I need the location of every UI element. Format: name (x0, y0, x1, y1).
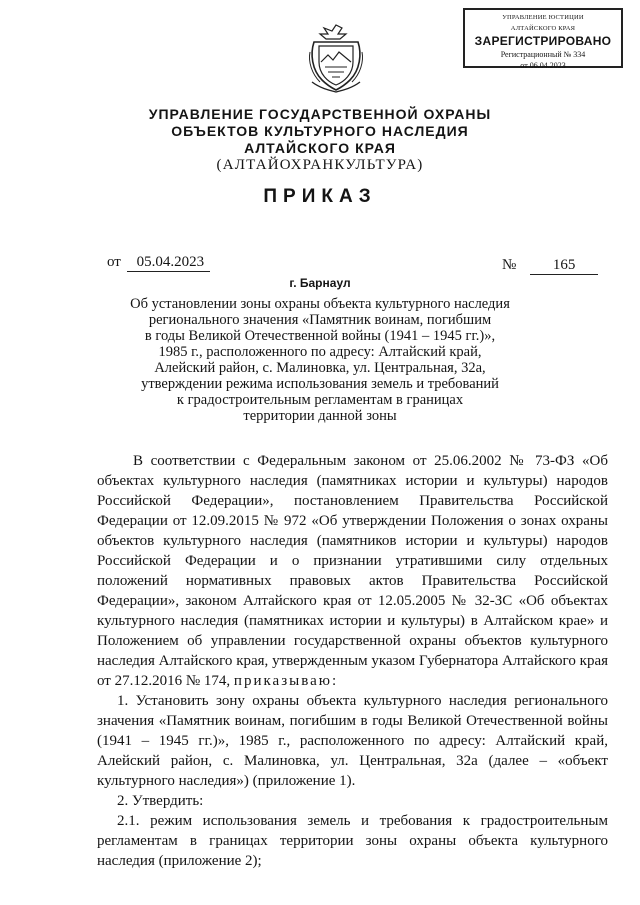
order-word: приказываю: (233, 673, 339, 689)
subject-line: Об установлении зоны охраны объекта культурного наследия (130, 296, 510, 312)
organization-name (120, 106, 520, 174)
document-number (502, 257, 598, 275)
stamp-reg-number: Регистрационный № 334 (500, 50, 586, 59)
stamp-authority-line2: АЛТАЙСКОГО КРАЯ (510, 25, 576, 32)
org-line-3: АЛТАЙСКОГО КРАЯ (244, 140, 396, 156)
org-abbreviation: (АЛТАЙОХРАНКУЛЬТУРА) (216, 157, 424, 173)
item-2-1: 2.1. режим использования земель и требования к градостроительным регламентам в границах территории зоны охраны объекта культурного наследия (приложение 2); (97, 813, 608, 869)
stamp-authority-line1: УПРАВЛЕНИЕ ЮСТИЦИИ (502, 14, 584, 21)
subject-line: регионального значения «Памятник воинам, погибшим (148, 312, 492, 328)
stamp-reg-date: от 06.04.2023 (520, 61, 566, 70)
subject-line: 1985 г., расположенного по адресу: Алтайский край, (158, 344, 482, 360)
number-label: № (502, 257, 517, 273)
org-line-1: УПРАВЛЕНИЕ ГОСУДАРСТВЕННОЙ ОХРАНЫ (148, 106, 492, 122)
org-line-2: ОБЪЕКТОВ КУЛЬТУРНОГО НАСЛЕДИЯ (171, 123, 469, 139)
subject-line: к градостроительным регламентам в границах (176, 392, 464, 408)
date-label: от (107, 254, 121, 270)
item-2: 2. Утвердить: (117, 793, 204, 809)
document-type-title: ПРИКАЗ (263, 186, 377, 207)
subject-line: в годы Великой Отечественной войны (1941 – 1945 гг.)», (144, 328, 496, 344)
subject-line: утверждении режима использования земель и требований (141, 376, 499, 392)
date-value: 05.04.2023 (127, 254, 211, 272)
number-value: 165 (530, 257, 598, 275)
document-body (97, 451, 608, 871)
preamble-text: В соответствии с Федеральным законом от 25.06.2002 № 73-ФЗ «Об объектах культурного наследия (памятниках истории и культуры) народов Российской Федерации», постановлением Правительства Российской Федерации от 12.09.2015 № 972 «Об утверждении Положения о зонах охраны объектов культурного наследия (памятников истории и культуры) народов Российской Федерации и о признании утратившими силу отдельных положений нормативных правовых актов Правительства Российской Федерации», законом Алтайского края от 12.05.2005 № 32-ЗС «Об объектах культурного наследия (памятниках истории и культуры) в Алтайском крае» и Положением об управлении государственной охраны объектов культурного наследия Алтайского края, утвержденным указом Губернатора Алтайского края от 27.12.2016 № 174, (97, 453, 608, 689)
registration-stamp (463, 8, 623, 68)
city: г. Барнаул (289, 276, 351, 290)
subject-line: Алейский район, с. Малиновка, ул. Центральная, 32а, (154, 360, 486, 376)
altai-krai-coat-of-arms-icon (306, 22, 366, 94)
document-date (107, 254, 210, 272)
stamp-status: ЗАРЕГИСТРИРОВАНО (474, 34, 612, 48)
item-1: 1. Установить зону охраны объекта культурного наследия регионального значения «Памятник воинам, погибшим в годы Великой Отечественной войны (1941 – 1945 гг.)», 1985 г., расположенного по адресу: Алтайский край, Алейский район, с. Малиновка, ул. Центральная, 32а (далее – «объект культурного наследия») (приложение 1). (97, 693, 608, 789)
preamble-paragraph (97, 451, 608, 691)
subject-line: территории данной зоны (243, 408, 397, 424)
document-subject (130, 296, 510, 424)
